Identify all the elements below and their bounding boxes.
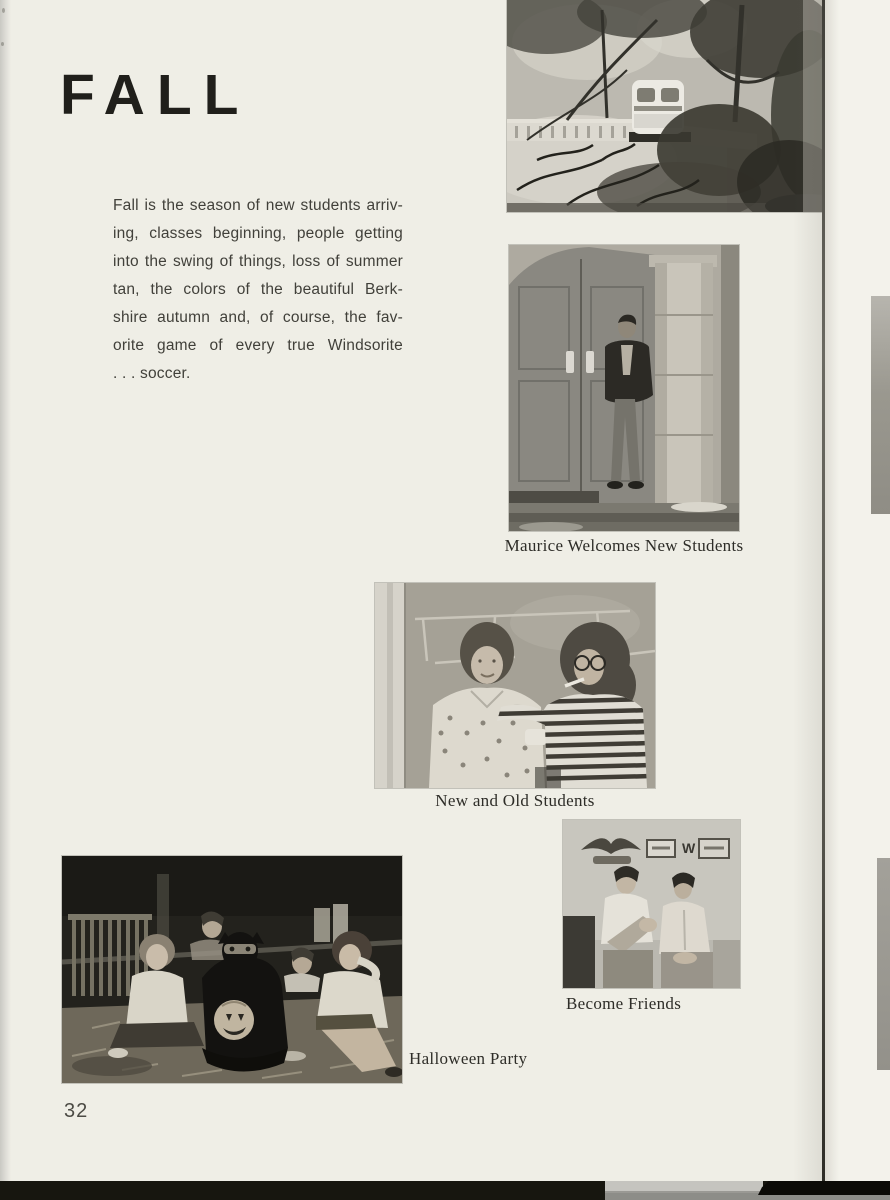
new-old-students-illustration <box>375 583 655 788</box>
page-fold-edge <box>822 0 825 1183</box>
photo-maurice-doorway <box>509 245 739 531</box>
scan-band-dark-blob <box>758 1181 890 1195</box>
photo-campus-bus <box>507 0 822 212</box>
campus-bus-illustration <box>507 0 822 212</box>
become-friends-illustration <box>563 820 740 988</box>
paragraph-line: ing, classes beginning, people getting <box>113 225 403 242</box>
scan-speck <box>2 8 5 13</box>
halloween-party-illustration <box>62 856 402 1083</box>
paragraph-line: into the swing of things, loss of summer <box>113 253 403 270</box>
paragraph-line: Fall is the season of new students arriv- <box>113 197 403 214</box>
intro-paragraph <box>113 192 403 388</box>
next-page-photo-sliver-top <box>871 296 890 514</box>
photo-new-old-students <box>375 583 655 788</box>
caption-new-old-students: New and Old Students <box>435 791 595 810</box>
paragraph-line: . . . soccer. <box>113 365 191 382</box>
scan-band-light-patch <box>605 1181 763 1193</box>
next-page-photo-sliver-bottom <box>877 858 890 1070</box>
wall-letter: W <box>682 840 696 856</box>
paragraph-line: tan, the colors of the beautiful Berk- <box>113 281 403 298</box>
caption-maurice: Maurice Welcomes New Students <box>504 536 744 555</box>
page-number: 32 <box>64 1100 89 1122</box>
caption-halloween-party: Halloween Party <box>409 1049 528 1068</box>
maurice-doorway-illustration <box>509 245 739 531</box>
scanner-edge-strip <box>0 0 11 1200</box>
caption-become-friends: Become Friends <box>566 994 682 1013</box>
paragraph-line: shire autumn and, of course, the fav- <box>113 309 403 326</box>
paragraph-line: orite game of every true Windsorite <box>113 337 403 354</box>
scan-speck <box>1 42 4 46</box>
page-curl-shade <box>793 0 823 1183</box>
page-title: FALL <box>60 63 251 127</box>
photo-become-friends <box>563 820 740 988</box>
photo-halloween-party <box>62 856 402 1083</box>
